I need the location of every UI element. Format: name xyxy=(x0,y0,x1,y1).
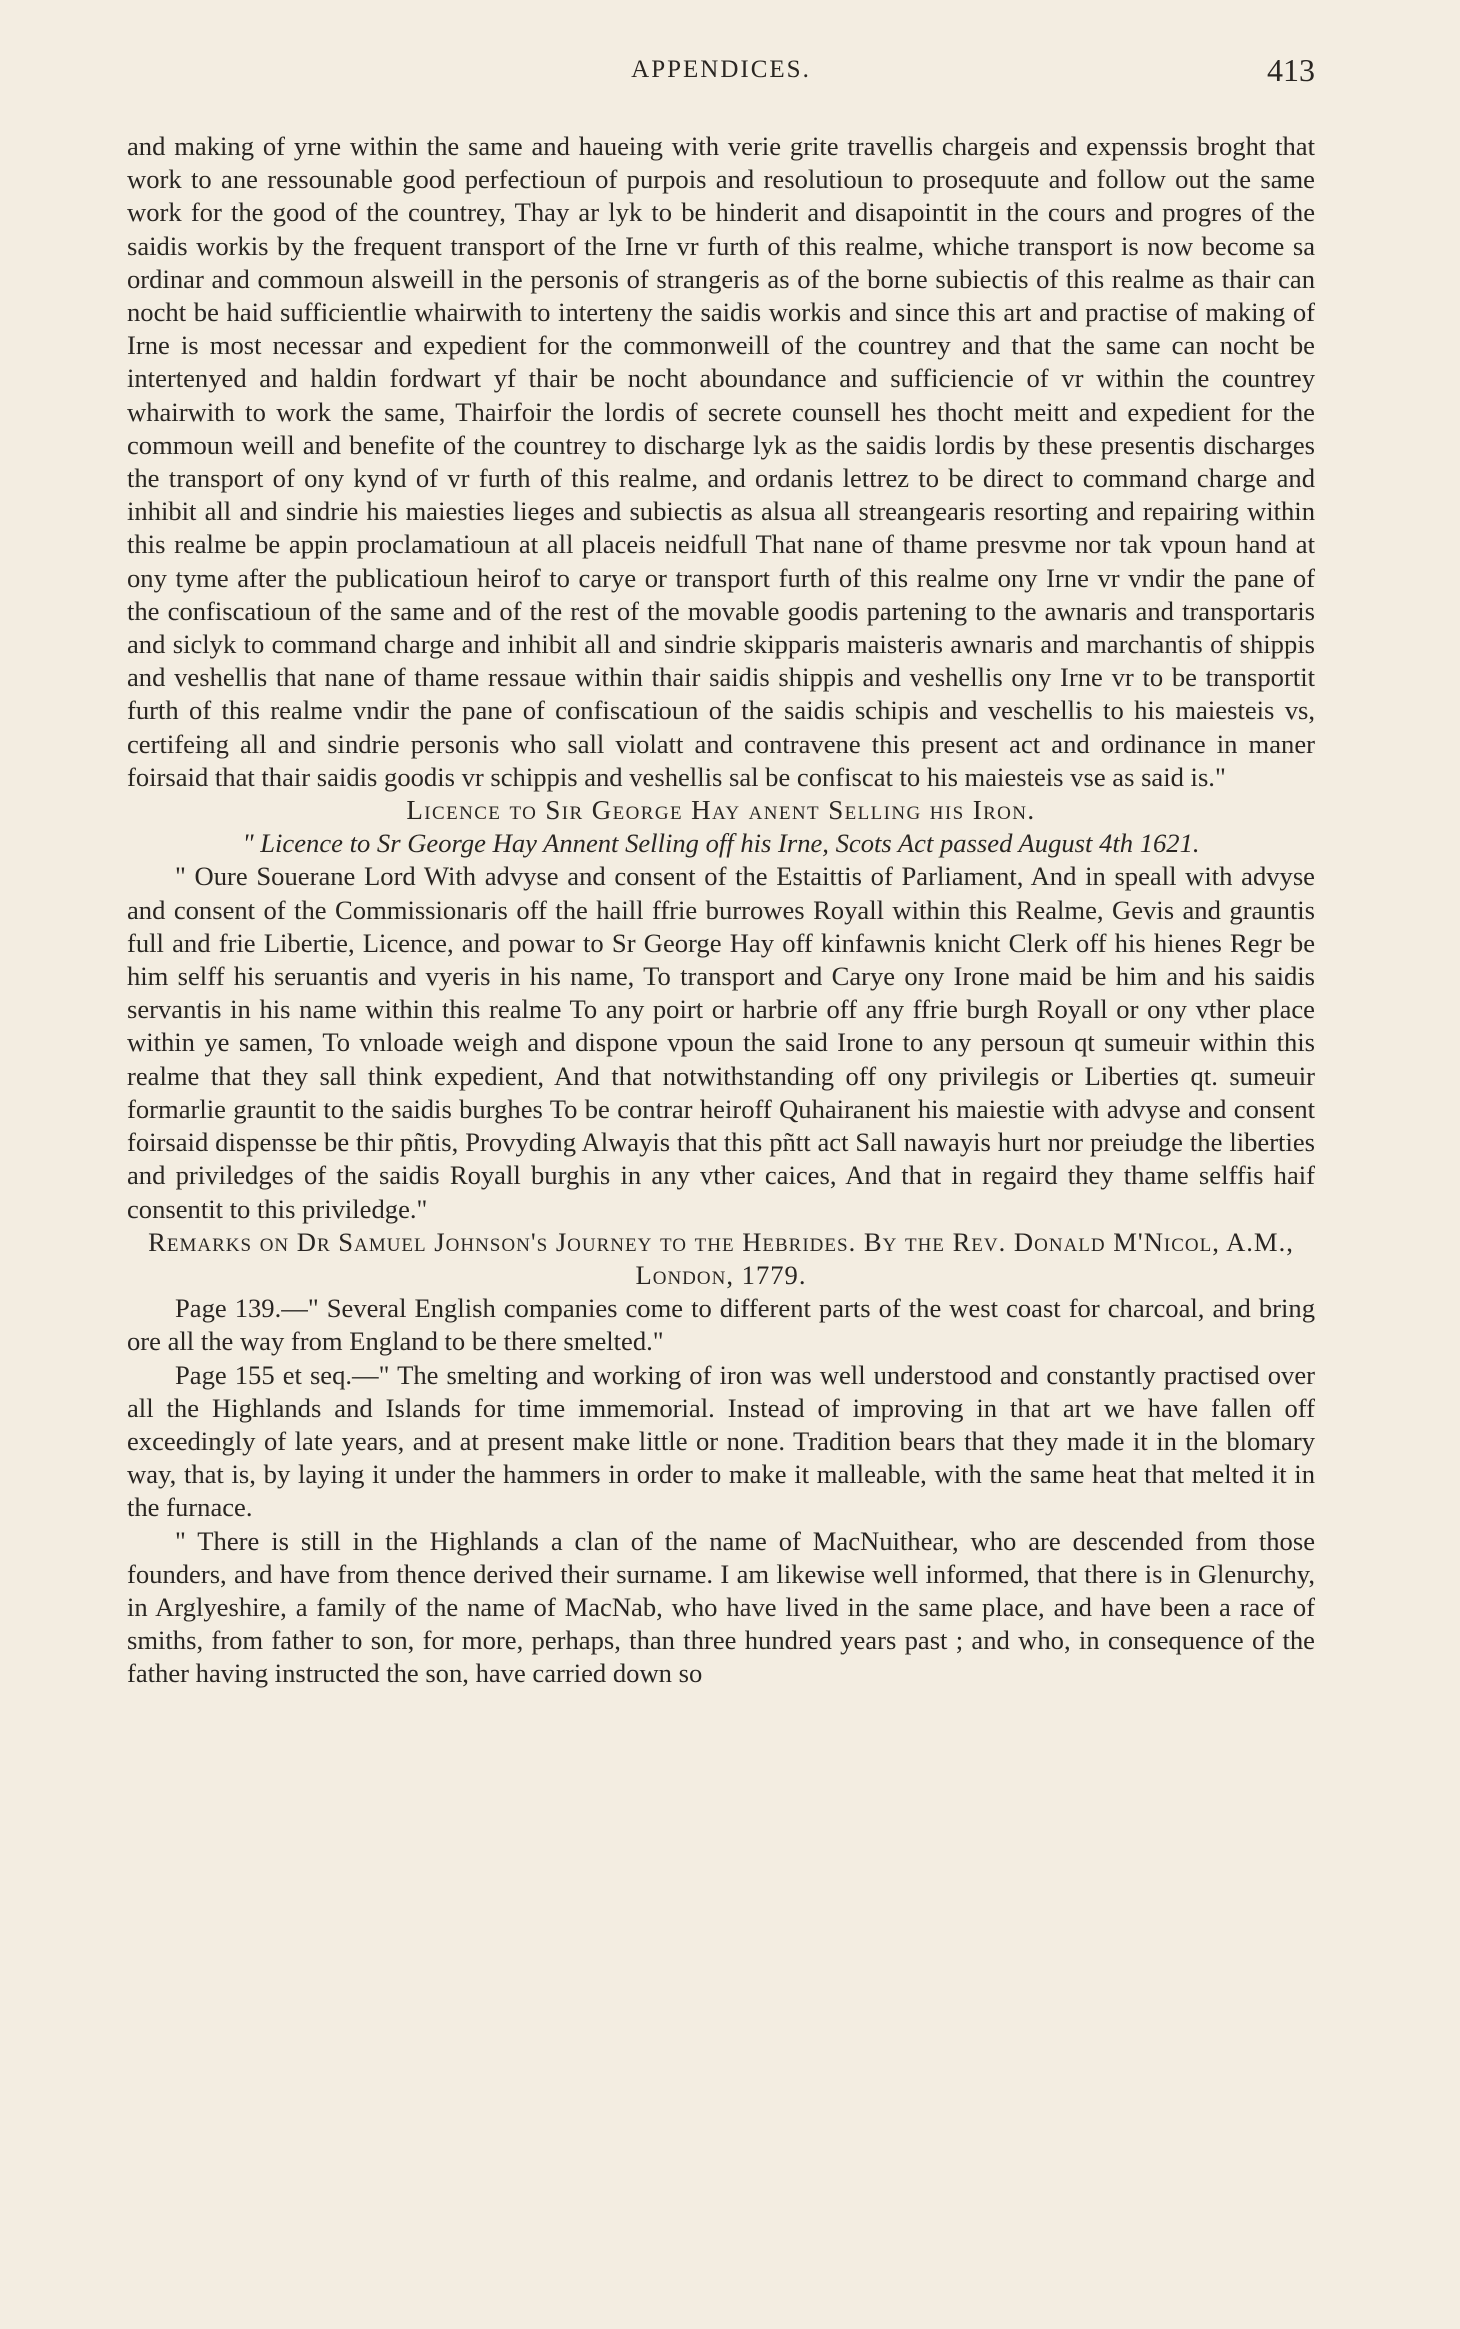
body-text xyxy=(127,130,1315,1691)
page-number: 413 xyxy=(1267,52,1315,88)
running-head xyxy=(127,52,1315,96)
remarks-paragraph-1: Page 139.—" Several English companies come to different parts of the west coast for charcoal, and bring ore all the way from England to be there smelted." xyxy=(127,1293,1315,1357)
remarks-paragraph-3: " There is still in the Highlands a clan of the name of MacNuithear, who are descended from those founders, and have from thence derived their surname. I am likewise well informed, that there is in Glenurchy, in Arglyeshire, a family of the name of MacNab, who have lived in the same place, and have been a race of smiths, from father to son, for more, perhaps, than three hundred years past ; and who, in consequence of the father having instructed the son, have carried down so xyxy=(127,1525,1315,1689)
licence-subheading: " Licence to Sr George Hay Annent Selling off his Irne, Scots Act passed August 4th 1621. xyxy=(242,828,1200,859)
remarks-heading: Remarks on Dr Samuel Johnson's Journey to the Hebrides. By the Rev. Donald M'Nicol, A.M., London, 1779. xyxy=(148,1226,1294,1290)
running-title: APPENDICES. xyxy=(631,56,811,83)
remarks-paragraph-2: Page 155 et seq.—" The smelting and working of iron was well understood and constantly practised over all the Highlands and Islands for time immemorial. Instead of improving in that art we have fallen off exceedingly of late years, and at present make little or none. Tradition bears that they made it in the blomary way, that is, by laying it under the hammers in order to make it malleable, with the same heat that melted it in the furnace. xyxy=(127,1359,1315,1523)
licence-paragraph: " Oure Souerane Lord With advyse and consent of the Estaittis of Parliament, And in speall with advyse and consent of the Commissionaris off the haill ffrie burrowes Royall within this Realme, Gevis and grauntis full and frie Libertie, Licence, and powar to Sr George Hay off kinfawnis knicht Clerk off his hienes Regr be him selff his seruantis and vyeris in his name, To transport and Carye ony Irone maid be him and his saidis servantis in his name within this realme To any poirt or harbrie off any ffrie burgh Royall or ony vther place within ye samen, To vnloade weigh and dispone vpoun the said Irone to any persoun qt sumeuir within this realme that they sall think expedient, And that notwithstanding off ony privilegis or Liberties qt. sumeuir formarlie grauntit to the saidis burghes To be contrar heiroff Quhairanent his maiestie with advyse and consent foirsaid dispensse be thir pñtis, Provyding Alwayis that this pñtt act Sall nawayis hurt nor preiudge the liberties and priviledges of the saidis Royall burghis in any vther caices, And that in regaird they thame selffis haif consentit to this priviledge." xyxy=(127,861,1315,1224)
act-continuation-paragraph: and making of yrne within the same and haueing with verie grite travellis chargeis and expenssis broght that work to ane ressounable good perfectioun of purpois and resolutioun to prosequute and follow out the same work for the good of the countrey, Thay ar lyk to be hinderit and disapointit in the cours and progres of the saidis workis by the frequent transport of the Irne vr furth of this realme, whiche transport is now become sa ordinar and commoun alsweill in the personis of strangeris as of the borne subiectis of this realme as thair can nocht be haid sufficientlie whairwith to interteny the saidis workis and since this art and practise of making of Irne is most necessar and expedient for the commonweill of the countrey and that the same can nocht be intertenyed and haldin fordwart yf thair be nocht aboundance and sufficiencie of vr within the countrey whairwith to work the same, Thairfoir the lordis of secrete counsell hes thocht meitt and expedient for the commoun weill and benefite of the countrey to discharge lyk as the saidis lordis by these presentis discharges the transport of ony kynd of vr furth of this realme, and ordanis lettrez to be direct to command charge and inhibit all and sindrie his maiesties lieges and subiectis as alsua all streangearis resorting and repairing within this realme be appin proclamatioun at all placeis neidfull That nane of thame presvme nor tak vpoun hand at ony tyme after the publicatioun heirof to carye or transport furth of this realme ony Irne vr vndir the pane of the confiscatioun of the same and of the rest of the movable goodis partening to the awnaris and transportaris and siclyk to command charge and inhibit all and sindrie skipparis maisteris awnaris and marchantis of shippis and veshellis that nane of thame ressaue within thair saidis shippis and veshellis ony Irne vr to be transportit furth of this realme vndir the pane of confiscatioun of the saidis schipis and veschellis to his maiesteis vs, certifeing all and sindrie personis who sall violatt and contravene this present act and ordinance in maner foirsaid that thair saidis goodis vr schippis and veshellis sal be confiscat to his maiesteis vse as said is." xyxy=(127,131,1315,792)
licence-heading: Licence to Sir George Hay anent Selling his Iron. xyxy=(406,795,1036,826)
